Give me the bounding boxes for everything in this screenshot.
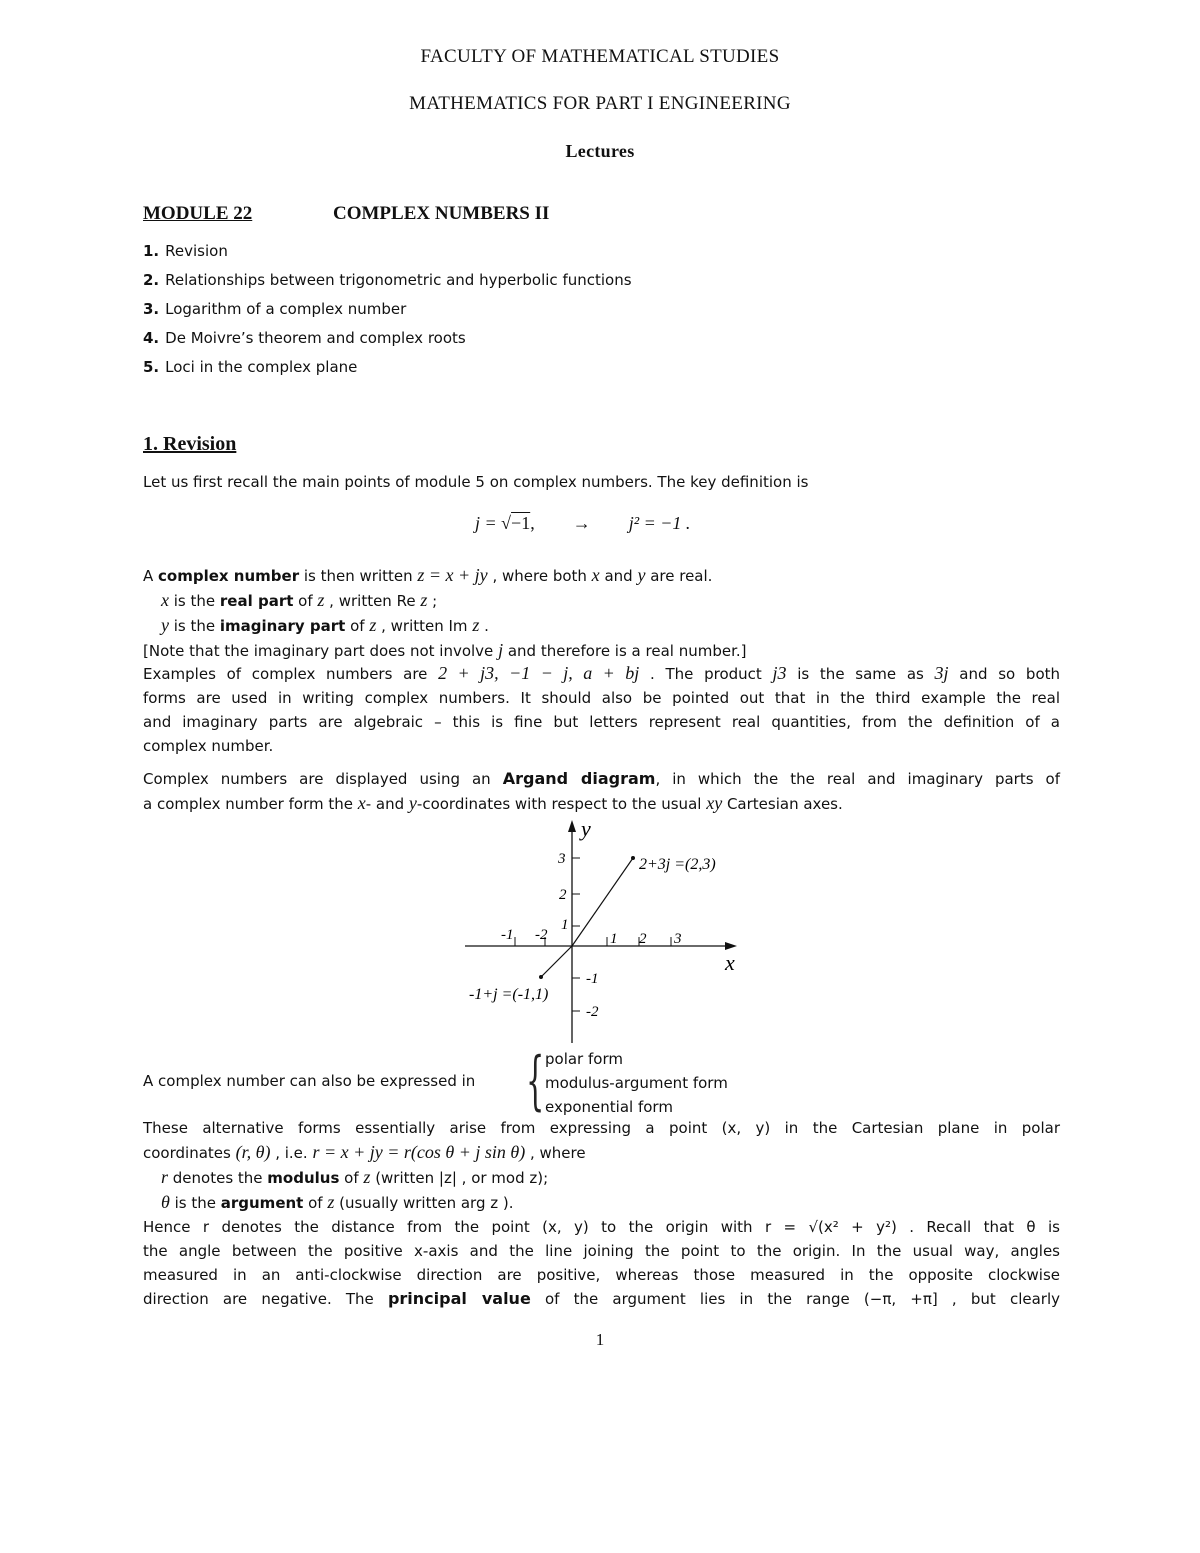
- imaginary-part-definition: y is the imaginary part of z , written Im z .: [161, 615, 489, 635]
- section-heading: 1. Revision: [143, 433, 237, 455]
- y-axis-arrowhead: [568, 820, 576, 832]
- y-tick-label: 2: [559, 887, 567, 903]
- x-tick-label: 3: [674, 931, 682, 947]
- definition-equation: j = √−1, → j² = −1 .: [475, 513, 691, 533]
- complex-number-definition: A complex number is then written z = x + jy , where both x and y are real.: [143, 565, 713, 585]
- x-axis-arrowhead: [725, 942, 737, 950]
- form-item: exponential form: [545, 1098, 673, 1116]
- x-tick-label: -2: [535, 927, 548, 943]
- vector-to-point-neg1-1: [541, 946, 572, 977]
- point-neg1-1: [539, 975, 543, 979]
- real-part-definition: x is the real part of z , written Re z ;: [161, 590, 438, 610]
- module-heading: [143, 203, 550, 225]
- definitions-block: [143, 563, 1060, 663]
- intro-paragraph: Let us first recall the main points of module 5 on complex numbers. The key definition is: [143, 473, 809, 491]
- contents-item: 2. Relationships between trigonometric and hyperbolic functions: [143, 271, 632, 289]
- curly-brace: {: [526, 1044, 545, 1118]
- page-number: 1: [595, 1330, 605, 1349]
- module-title: COMPLEX NUMBERS II: [333, 203, 550, 224]
- faculty-heading: FACULTY OF MATHEMATICAL STUDIES: [420, 46, 780, 67]
- contents-list: [143, 240, 632, 385]
- argument-definition: θ is the argument of z (usually written arg z ).: [161, 1192, 514, 1212]
- contents-item: 3. Logarithm of a complex number: [143, 300, 407, 318]
- point-neg1-1-label: -1+j =(-1,1): [469, 986, 549, 1003]
- contents-item: 5. Loci in the complex plane: [143, 358, 358, 376]
- polar-paragraph: These alternative forms essentially arise from expressing a point (x, y) in the Cartesian plane in polar coordinates (r, θ) , i.e. r = x + jy = r(cos θ + j sin θ) , where r denotes the modulus of z (written |z| , or mod z); θ is the argument of z (usually written arg z ). Hence r denotes the distance from the point (x, y) to the origin with r = √(x² + y²) . Recall that θ is the angle between the positive x-axis and the line joining the point to the origin. In the usual way, angles measured in an anti-clockwise direction are positive, whereas those measured in the opposite clockwise direction are negative. The principal value of the argument lies in the range (−π, +π] , but clearly: [143, 1119, 1060, 1308]
- y-tick-label: -2: [586, 1004, 599, 1020]
- vector-to-point-2-3: [572, 858, 633, 946]
- lectures-heading: Lectures: [565, 141, 635, 161]
- y-tick-label: 3: [558, 851, 566, 867]
- examples-paragraph: Examples of complex numbers are 2 + j3, −1 − j, a + bj . The product j3 is the same as 3j and so both forms are used in writing complex numbers. It should also be pointed out that in the third example the real and imaginary parts are algebraic – this is fine but letters represent real quantities, from the definition of a complex number.: [143, 663, 1061, 755]
- y-tick-label: -1: [586, 971, 599, 987]
- point-2-3-label: 2+3j =(2,3): [639, 856, 716, 873]
- forms-lead-text: A complex number can also be expressed in: [143, 1072, 476, 1090]
- argand-paragraph: Complex numbers are displayed using an Argand diagram, in which the the real and imaginary parts of a complex number form the x- and y-coordinates with respect to the usual xy Cartesian axes.: [143, 769, 1061, 813]
- y-axis-label: y: [581, 816, 591, 841]
- imaginary-part-note: [Note that the imaginary part does not involve j and therefore is a real number.]: [143, 640, 747, 660]
- y-tick-label: 1: [561, 917, 569, 933]
- x-axis-label: x: [725, 950, 735, 975]
- form-item: polar form: [545, 1050, 623, 1068]
- form-item: modulus-argument form: [545, 1074, 728, 1092]
- x-tick-label: -1: [501, 927, 514, 943]
- point-2-3: [631, 856, 635, 860]
- module-number: MODULE 22: [143, 203, 253, 224]
- argand-diagram: [455, 815, 765, 1050]
- course-heading: MATHEMATICS FOR PART I ENGINEERING: [409, 93, 791, 114]
- x-tick-label: 1: [610, 931, 618, 947]
- contents-item: 4. De Moivre’s theorem and complex roots: [143, 329, 466, 347]
- x-tick-label: 2: [639, 931, 647, 947]
- contents-item: 1. Revision: [143, 242, 228, 260]
- modulus-definition: r denotes the modulus of z (written |z| , or mod z);: [161, 1167, 549, 1187]
